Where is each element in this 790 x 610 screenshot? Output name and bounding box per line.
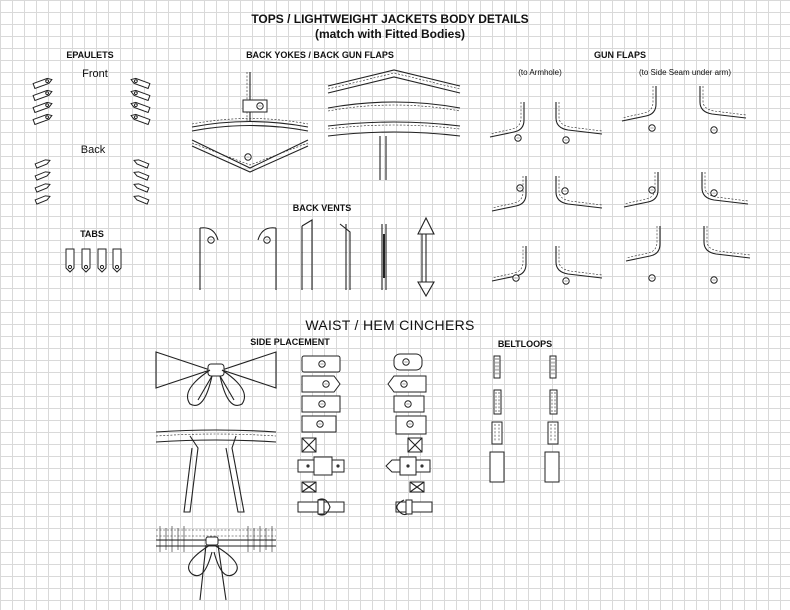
epaulets-front-label: Front [82,68,108,80]
gun-flaps-label: GUN FLAPS [593,50,646,60]
back-vents-label: BACK VENTS [292,203,352,213]
beltloops-label: BELTLOOPS [497,339,553,349]
tabs-label: TABS [80,229,104,239]
epaulets-label: EPAULETS [66,50,114,60]
page-title: TOPS / LIGHTWEIGHT JACKETS BODY DETAILS [251,12,529,26]
side-placement-label: SIDE PLACEMENT [250,337,330,347]
gun-flaps-side-seam-label: (to Side Seam under arm) [638,68,732,77]
waist-cinchers-title: WAIST / HEM CINCHERS [305,317,475,333]
page-subtitle: (match with Fitted Bodies) [315,27,465,41]
back-yokes-label: BACK YOKES / BACK GUN FLAPS [246,50,394,60]
gun-flaps-armhole-label: (to Armhole) [518,68,562,77]
epaulets-back-label: Back [80,144,106,156]
